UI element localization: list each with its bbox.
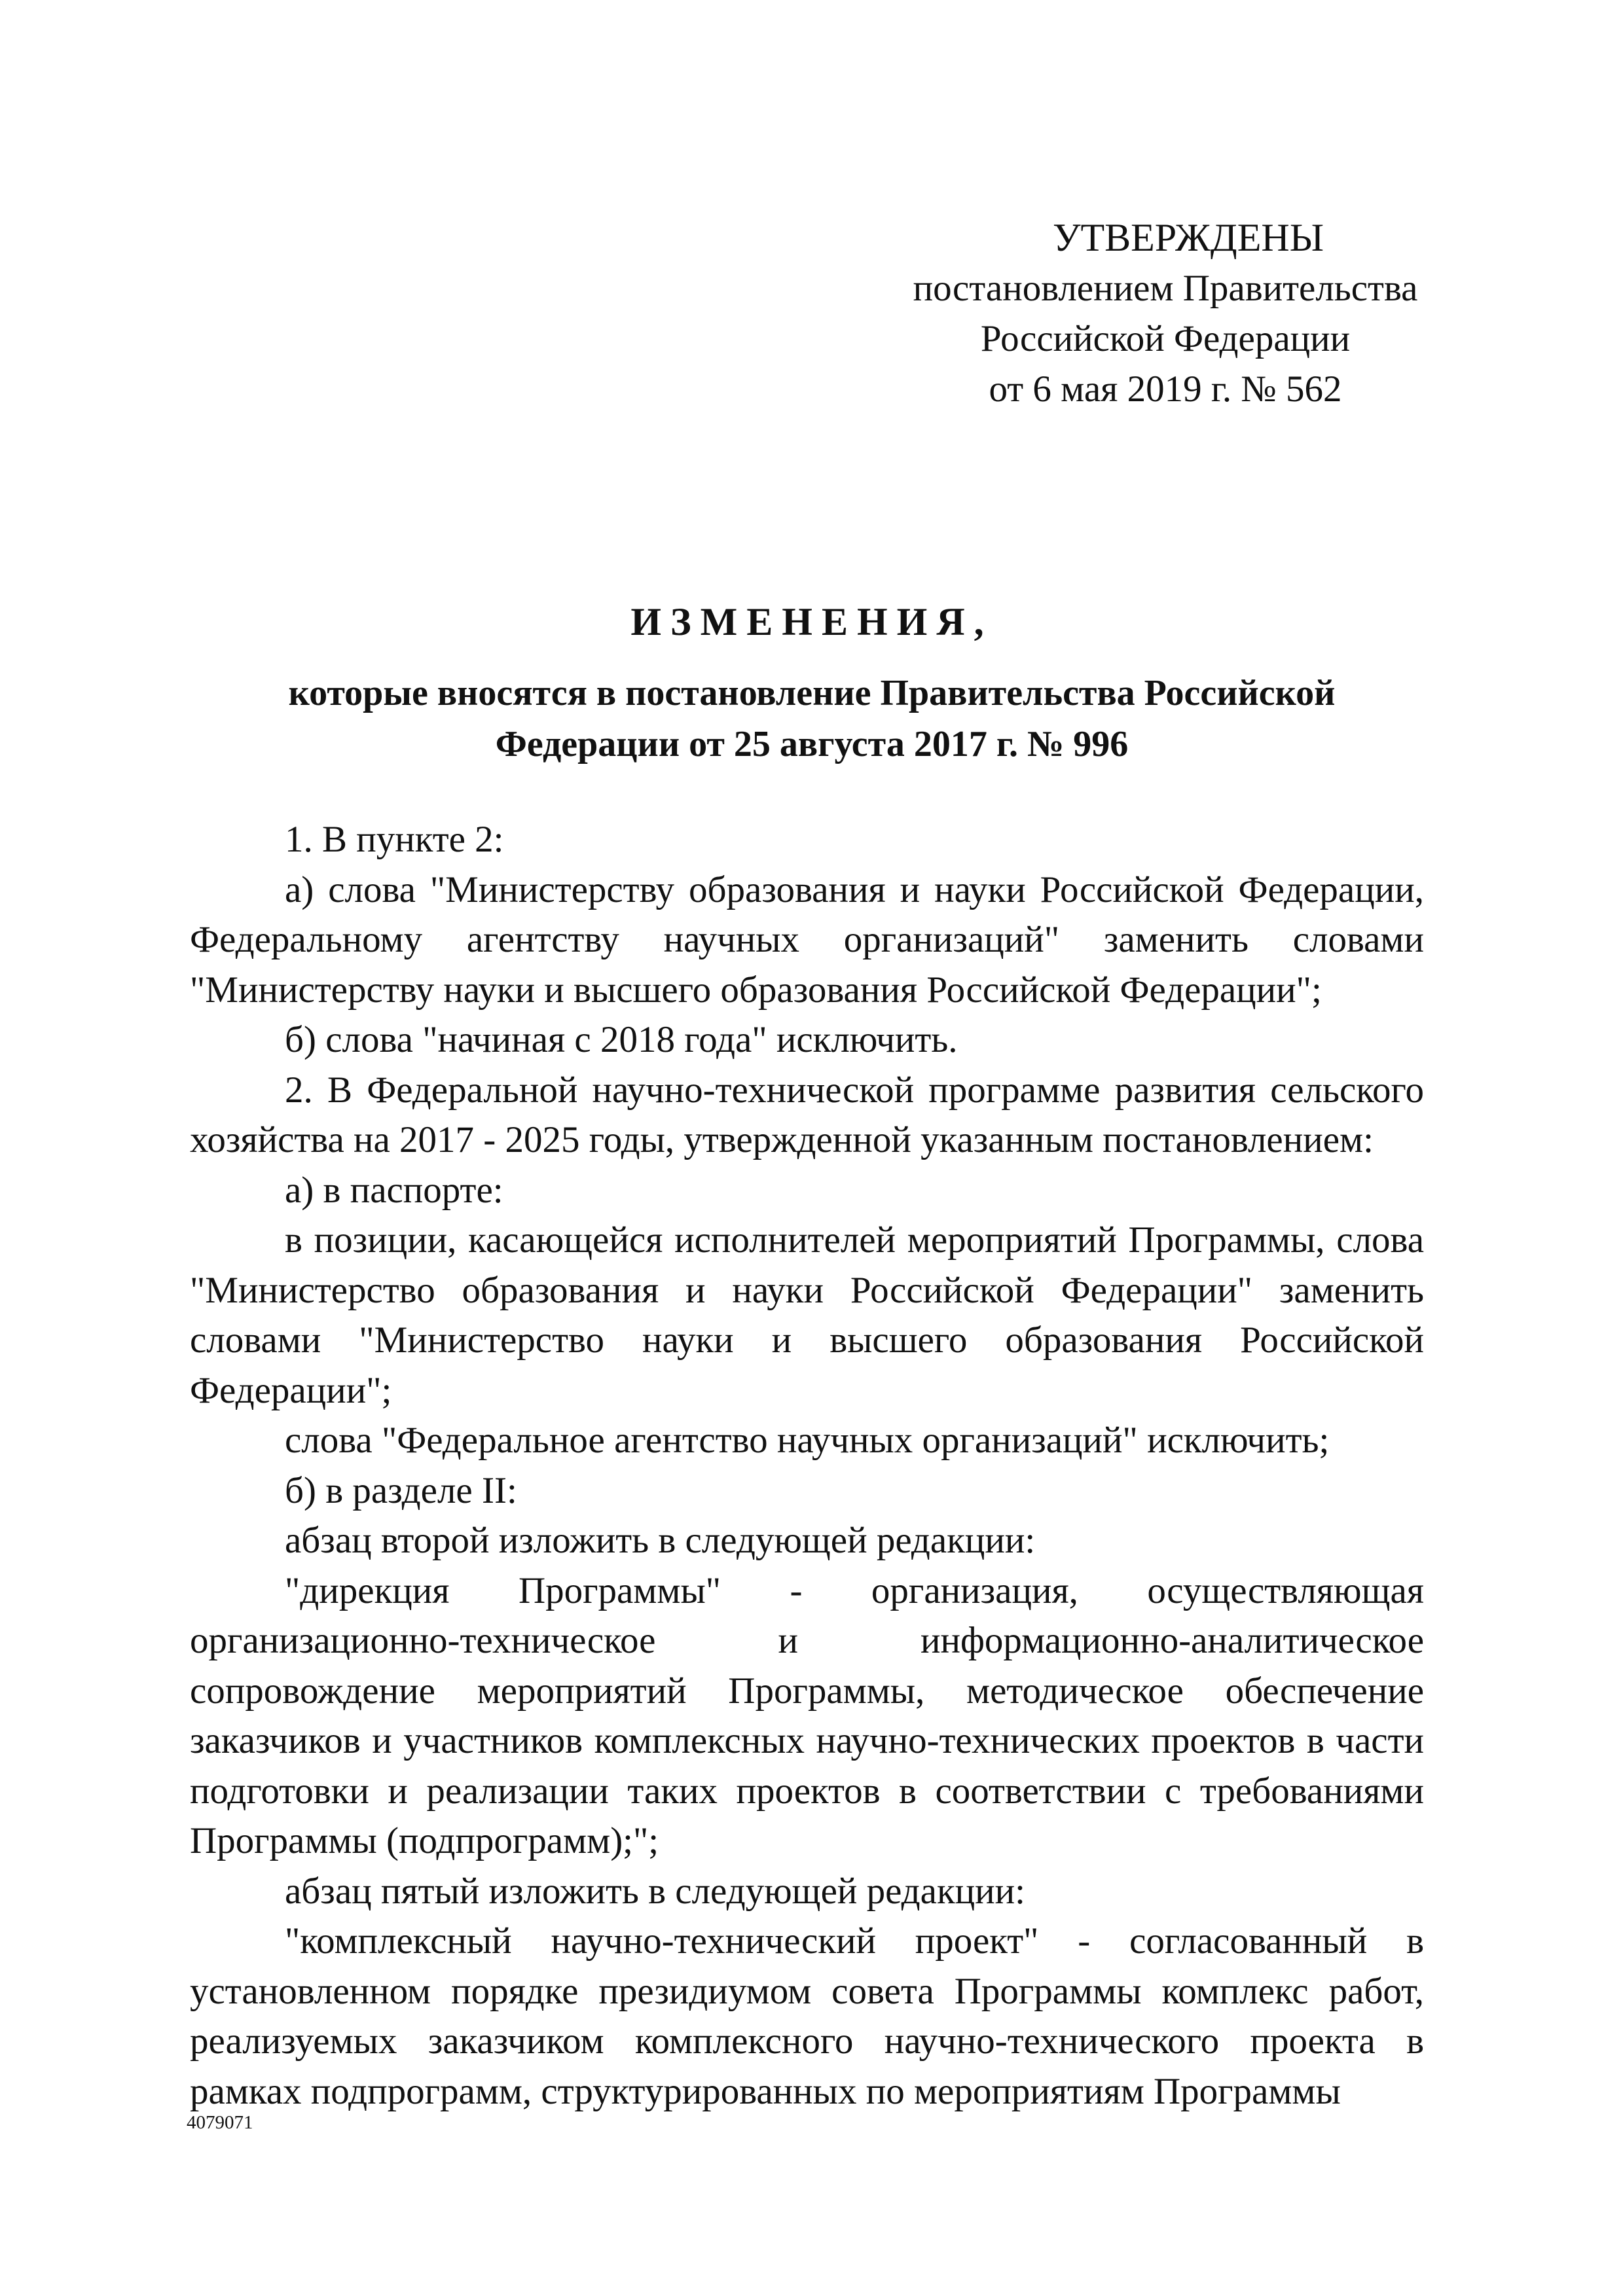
paragraph-1: 1. В пункте 2: bbox=[285, 819, 504, 860]
paragraph-12: "комплексный научно-технический проект" - согласованный в установленном порядке президиумом совета Программы комплекс работ, реализуемых заказчиком комплексного научно-технического проекта в рамках подпрограмм, структурированных по мероприятиям Программы bbox=[190, 1920, 1424, 2112]
paragraph-7: слова "Федеральное агентство научных организаций" исключить; bbox=[285, 1420, 1330, 1461]
document-title: ИЗМЕНЕНИЯ, bbox=[630, 600, 993, 643]
paragraph-9: абзац второй изложить в следующей редакции: bbox=[285, 1520, 1036, 1561]
approval-date-number: от 6 мая 2019 г. № 562 bbox=[989, 368, 1342, 410]
paragraph-4: 2. В Федеральной научно-технической программе развития сельского хозяйства на 2017 - 2025 годы, утвержденной указанным постановлением: bbox=[190, 1069, 1424, 1160]
paragraph-8: б) в разделе II: bbox=[285, 1469, 517, 1511]
approval-title: УТВЕРЖДЕНЫ bbox=[1052, 216, 1324, 259]
document-body bbox=[190, 815, 1424, 2117]
paragraph-11: абзац пятый изложить в следующей редакции: bbox=[285, 1870, 1026, 1912]
subtitle-line-1: которые вносятся в постановление Правительства Российской bbox=[288, 673, 1336, 713]
paragraph-3: б) слова "начиная с 2018 года" исключить. bbox=[285, 1019, 958, 1060]
paragraph-6: в позиции, касающейся исполнителей мероприятий Программы, слова "Министерство образования и науки Российской Федерации" заменить словами "Министерство науки и высшего образования Российской Федерации"; bbox=[190, 1219, 1424, 1411]
document-subtitle bbox=[190, 668, 1434, 770]
approval-stamp bbox=[851, 213, 1480, 414]
approval-line-2: Российской Федерации bbox=[980, 318, 1351, 359]
paragraph-5: а) в паспорте: bbox=[285, 1169, 503, 1211]
subtitle-line-2: Федерации от 25 августа 2017 г. № 996 bbox=[495, 724, 1129, 764]
approval-line-1: постановлением Правительства bbox=[913, 268, 1418, 309]
paragraph-2: а) слова "Министерству образования и науки Российской Федерации, Федеральному агентству научных организаций" заменить словами "Министерству науки и высшего образования Российской Федерации"; bbox=[190, 869, 1424, 1011]
paragraph-10: "дирекция Программы" - организация, осуществляющая организационно-техническое и информационно-аналитическое сопровождение мероприятий Программы, методическое обеспечение заказчиков и участников комплексных научно-технических проектов в части подготовки и реализации таких проектов в соответствии с требованиями Программы (подпрограмм);"; bbox=[190, 1570, 1424, 1861]
document-code: 4079071 bbox=[187, 2112, 253, 2133]
document-heading bbox=[190, 596, 1434, 770]
